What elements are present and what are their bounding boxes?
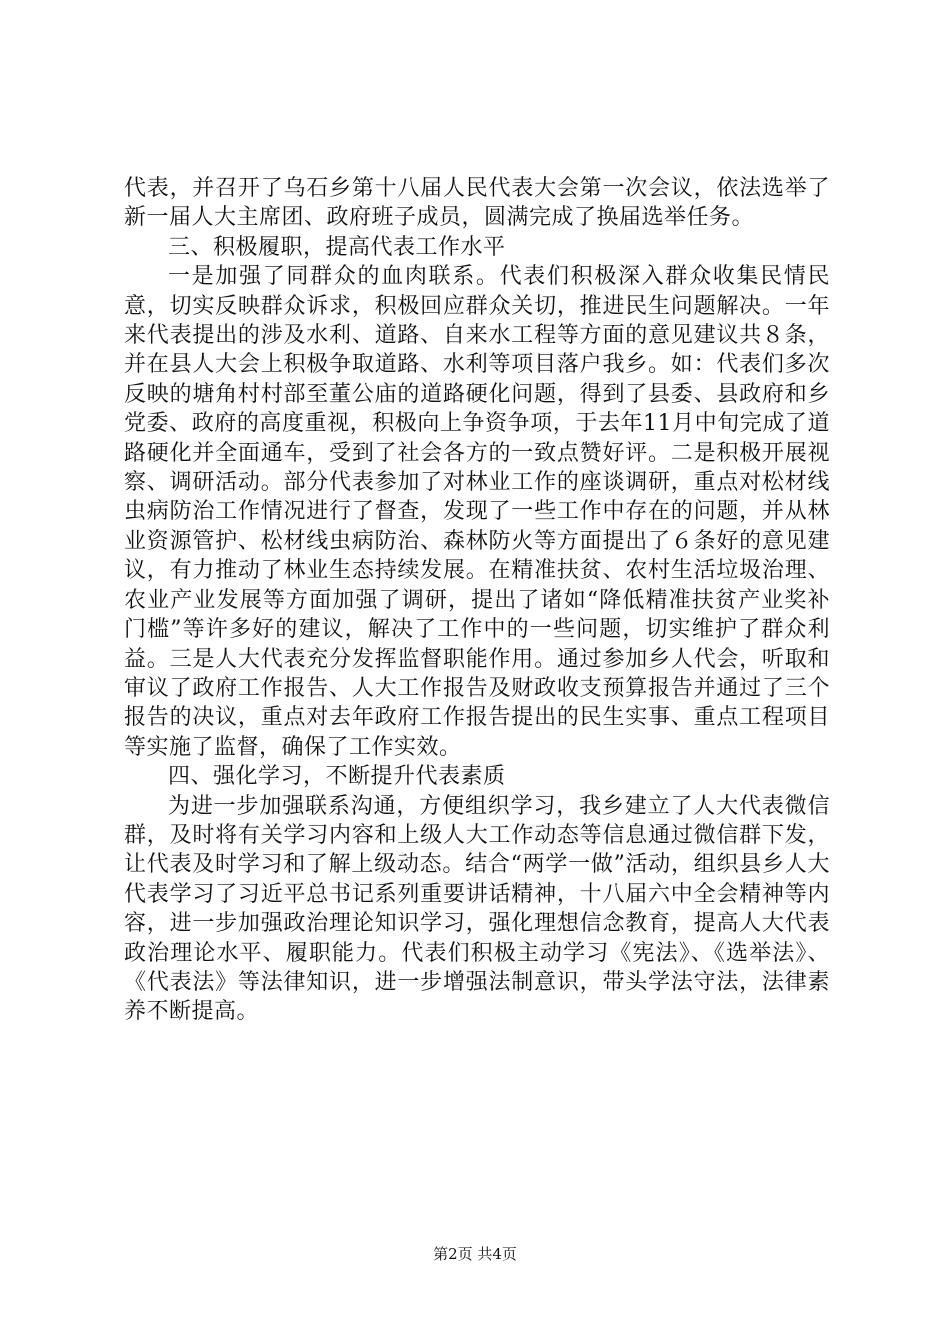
document-body (124, 174, 830, 1027)
section-heading-three: 三、积极履职，提高代表工作水平 (168, 234, 506, 260)
paragraph-section-four: 为进一步加强联系沟通，方便组织学习，我乡建立了人大代表微信群，及时将有关学习内容和上级人大工作动态等信息通过微信群下发，让代表及时学习和了解上级动态。结合“两学一做”活动，组织县乡人大代表学习了习近平总书记系列重要讲话精神，十八届六中全会精神等内容，进一步加强政治理论知识学习，强化理想信念教育，提高人大代表政治理论水平、履职能力。代表们积极主动学习《宪法》、《选举法》、《代表法》等法律知识，进一步增强法制意识，带头学法守法，法律素养不断提高。 (124, 793, 830, 1025)
page-number-footer: 第2页 共4页 (433, 1245, 517, 1263)
section-heading-four: 四、强化学习，不断提升代表素质 (168, 764, 506, 790)
paragraph-section-three: 一是加强了同群众的血肉联系。代表们积极深入群众收集民情民意，切实反映群众诉求，积极回应群众关切，推进民生问题解决。一年来代表提出的涉及水利、道路、自来水工程等方面的意见建议共８条，并在县人大会上积极争取道路、水利等项目落户我乡。如：代表们多次反映的塘角村村部至董公庙的道路硬化问题，得到了县委、县政府和乡党委、政府的高度重视，积极向上争资争项，于去年11月中旬完成了道路硬化并全面通车，受到了社会各方的一致点赞好评。二是积极开展视察、调研活动。部分代表参加了对林业工作的座谈调研，重点对松材线虫病防治工作情况进行了督查，发现了一些工作中存在的问题，并从林业资源管护、松材线虫病防治、森林防火等方面提出了６条好的意见建议，有力推动了林业生态持续发展。在精准扶贫、农村生活垃圾治理、农业产业发展等方面加强了调研，提出了诸如“降低精准扶贫产业奖补门槛”等许多好的建议，解决了工作中的一些问题，切实维护了群众利益。三是人大代表充分发挥监督职能作用。通过参加乡人代会，听取和审议了政府工作报告、人大工作报告及财政收支预算报告并通过了三个报告的决议，重点对去年政府工作报告提出的民生实事、重点工程项目等实施了监督，确保了工作实效。 (124, 264, 830, 760)
paragraph-continuation: 代表，并召开了乌石乡第十八届人民代表大会第一次会议，依法选举了新一届人大主席团、政府班子成员，圆满完成了换届选举任务。 (124, 176, 830, 231)
